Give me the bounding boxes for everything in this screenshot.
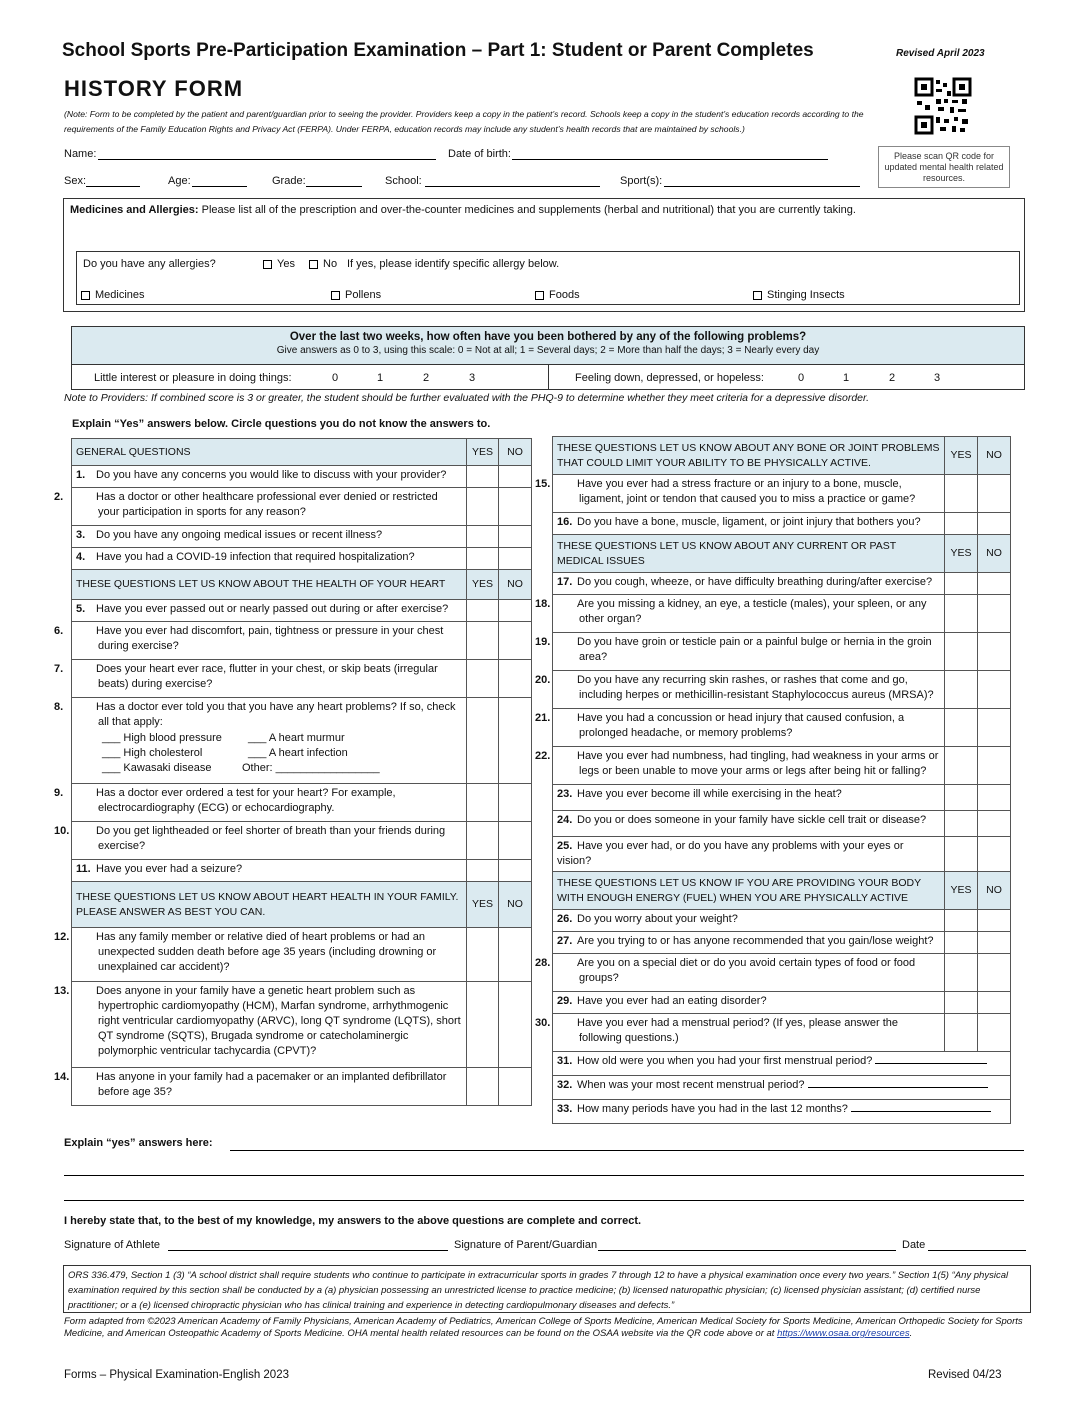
no-cell[interactable] [978, 954, 1011, 992]
table-row: 33. How many periods have you had in the last 12 months? [553, 1100, 1011, 1124]
checkbox-icon[interactable] [309, 260, 318, 269]
table-row: 6. Have you ever had discomfort, pain, tightness or pressure in your chest during exercise? [72, 622, 532, 660]
name-field[interactable] [98, 148, 436, 160]
question-27: Are you trying to or has anyone recommended that you gain/lose weight? [577, 935, 934, 947]
yes-cell[interactable] [467, 548, 499, 570]
question-7: Does your heart ever race, flutter in your chest, or skip beats (irregular beats) during exercise? [96, 663, 438, 690]
no-cell[interactable] [978, 811, 1011, 837]
phq-item-interest: Little interest or pleasure in doing things: [94, 372, 292, 384]
signature-athlete-field[interactable] [168, 1250, 448, 1251]
form-name: HISTORY FORM [64, 76, 244, 101]
table-row: 21. Have you had a concussion or head injury that caused confusion, a prolonged headache, or memory problems? [553, 709, 1011, 747]
sports-field[interactable] [664, 175, 860, 187]
explain-instructions: Explain “Yes” answers below. Circle questions you do not know the answers to. [72, 418, 491, 430]
header-family: THESE QUESTIONS LET US KNOW ABOUT HEART HEALTH IN YOUR FAMILY. PLEASE ANSWER AS BEST YOU CAN. [72, 882, 467, 928]
checkbox-icon[interactable] [81, 291, 90, 300]
yes-cell[interactable] [467, 822, 499, 860]
no-cell[interactable] [978, 513, 1011, 535]
no-cell[interactable] [978, 595, 1011, 633]
yes-cell[interactable] [467, 600, 499, 622]
statement: I hereby state that, to the best of my knowledge, my answers to the above questions are complete and correct. [64, 1215, 642, 1227]
no-cell[interactable] [978, 837, 1011, 872]
no-cell[interactable] [978, 573, 1011, 595]
question-16: Do you have a bone, muscle, ligament, or joint injury that bothers you? [577, 516, 921, 528]
allergy-no[interactable]: No [309, 258, 337, 270]
phq-header [72, 327, 1024, 365]
phq-scale: Give answers as 0 to 3, using this scale: 0 = Not at all; 1 = Several days; 2 = More than half the days; 3 = Nearly every day [276, 345, 820, 356]
phq-score-3[interactable]: 3 [469, 372, 476, 384]
question-22: Have you ever had numbness, had tingling, had weakness in your arms or legs or been unable to move your arms or legs after being hit or falling? [577, 750, 939, 777]
table-row: 7. Does your heart ever race, flutter in your chest, or skip beats (irregular beats) during exercise? [72, 660, 532, 698]
allergy-foods[interactable]: Foods [535, 289, 580, 301]
question-1: Do you have any concerns you would like to discuss with your provider? [96, 469, 447, 481]
question-10: Do you get lightheaded or feel shorter of breath than your friends during exercise? [96, 825, 446, 852]
ors-statute: ORS 336.479, Section 1 (3) “A school district shall require students who continue to participate in extracurricular sports in grades 7 through 12 to have a physical examination once every two years.” Section 1(5) “Any physical examination required by this section shall be conducted by a (a) physician possessing an unrestricted license to practice medicine; (b) licensed naturopathic physician; (c) licensed physician assistant; (d) certified nurse practitioner; or a (e) licensed chiropractic physician who has clinical training and experience in detecting cardiopulmonary diseases and defects.” [63, 1265, 1031, 1313]
question-33: How many periods have you had in the last 12 months? [577, 1103, 848, 1115]
medicines-text: Please list all of the prescription and over-the-counter medicines and supplements (herbal and nutritional) that you are currently taking. [198, 204, 856, 216]
question-13: Does anyone in your family have a genetic heart problem such as hypertrophic cardiomyopathy (HCM), Marfan syndrome, arrhythmogenic right ventricular cardiomyopathy (ARVC), long QT syndrome (LQTS), short QT syndrome (SQTS), Brugada syndrome or catecholaminergic polymorphic ventricular tachycardia (CPVT)? [96, 985, 461, 1057]
yes-cell[interactable] [945, 513, 978, 535]
school-label: School: [385, 175, 422, 187]
option-other[interactable]: Other: [242, 762, 273, 774]
no-cell[interactable] [978, 992, 1011, 1014]
table-row: 31. How old were you when you had your first menstrual period? [553, 1052, 1011, 1076]
question-18: Are you missing a kidney, an eye, a testicle (males), your spleen, or any other organ? [577, 598, 927, 625]
header-energy: THESE QUESTIONS LET US KNOW IF YOU ARE PROVIDING YOUR BODY WITH ENOUGH ENERGY (FUEL) WHEN YOU ARE PHYSICALLY ACTIVE [553, 872, 945, 910]
question-26: Do you worry about your weight? [577, 913, 738, 925]
phq-score-1[interactable]: 1 [377, 372, 384, 384]
table-row: 8. Has a doctor ever told you that you have any heart problems? If so, check all that apply: ___ High blood pressure ___ A heart murmur ___ High cholesterol ___ A heart infection ___ Kawasaki disease Other: _________________ [72, 698, 532, 784]
option-heart-infection[interactable]: A heart infection [268, 747, 348, 759]
explain-line-3[interactable] [64, 1200, 1024, 1201]
yes-cell[interactable] [945, 910, 978, 932]
table-row: 2. Has a doctor or other healthcare professional ever denied or restricted your participation in sports for any reason? [72, 488, 532, 526]
table-row: 27. Are you trying to or has anyone recommended that you gain/lose weight? [553, 932, 1011, 954]
table-row: 1. Do you have any concerns you would like to discuss with your provider? [72, 466, 532, 488]
sports-label: Sport(s): [620, 175, 663, 187]
table-row: 13. Does anyone in your family have a genetic heart problem such as hypertrophic cardiomyopathy (HCM), Marfan syndrome, arrhythmogenic right ventricular cardiomyopathy (ARVC), long QT syndrome (LQTS), short QT syndrome (SQTS), Brugada syndrome or catecholaminergic polymorphic ventricular tachycardia (CPVT)? [72, 982, 532, 1068]
answer-line[interactable] [875, 1054, 987, 1064]
allergy-medicines[interactable]: Medicines [81, 289, 145, 301]
answer-line[interactable] [808, 1078, 988, 1088]
header-heart: THESE QUESTIONS LET US KNOW ABOUT THE HEALTH OF YOUR HEART [72, 570, 467, 600]
school-field[interactable] [425, 175, 600, 187]
table-row: 3. Do you have any ongoing medical issues or recent illness? [72, 526, 532, 548]
yes-cell[interactable] [467, 660, 499, 698]
yes-cell[interactable] [467, 466, 499, 488]
footer-left: Forms – Physical Examination-English 2023 [64, 1369, 289, 1381]
question-4: Have you had a COVID-19 infection that required hospitalization? [96, 551, 415, 563]
question-9: Has a doctor ever ordered a test for your heart? For example, electrocardiography (ECG) or echocardiography. [96, 787, 396, 814]
footer-right: Revised 04/23 [928, 1369, 1002, 1381]
question-17: Do you cough, wheeze, or have difficulty breathing during/after exercise? [577, 576, 933, 588]
yes-cell[interactable] [945, 709, 978, 747]
no-cell[interactable] [499, 928, 532, 982]
no-cell[interactable] [978, 932, 1011, 954]
allergies-box [76, 251, 1020, 305]
phq-score-2[interactable]: 2 [423, 372, 430, 384]
table-row: 32. When was your most recent menstrual period? [553, 1076, 1011, 1100]
checkbox-icon[interactable] [535, 291, 544, 300]
header-bone: THESE QUESTIONS LET US KNOW ABOUT ANY BONE OR JOINT PROBLEMS THAT COULD LIMIT YOUR ABILITY TO BE PHYSICALLY ACTIVE. [553, 437, 945, 475]
no-cell[interactable] [978, 633, 1011, 671]
table-row: 29. Have you ever had an eating disorder? [553, 992, 1011, 1014]
header-medical: THESE QUESTIONS LET US KNOW ABOUT ANY CURRENT OR PAST MEDICAL ISSUES [553, 535, 945, 573]
sex-field[interactable] [86, 175, 140, 187]
age-label: Age: [168, 175, 191, 187]
yes-cell[interactable] [945, 954, 978, 992]
adapted-note: Form adapted from ©2023 American Academy of Family Physicians, American Academy of Pediatrics, American College of Sports Medicine, American Medical Society for Sports Medicine, American Orthopedic Society for Sports Medicine, and American Osteopathic Academy of Sports Medicine. OHA mental health related resources can be found on the OSAA website via the QR code above or at https://www.osaa.org/resources. [64, 1316, 1023, 1339]
yes-cell[interactable] [467, 784, 499, 822]
header-general: GENERAL QUESTIONS [72, 439, 467, 466]
question-21: Have you had a concussion or head injury that caused confusion, a prolonged headache, or memory problems? [577, 712, 905, 739]
yes-cell[interactable] [467, 526, 499, 548]
question-25: Have you ever had, or do you have any problems with your eyes or vision? [557, 840, 904, 867]
checkbox-icon[interactable] [753, 291, 762, 300]
left-questions-table: GENERAL QUESTIONS YES NO 1. Do you have any concerns you would like to discuss with your provider? 2. Has a doctor or other healthcare professional ever denied or restricted your participation in sports for any reason? 3. Do you have any ongoing medical issues or recent illness? 4. Have you had a COVID-19 infection that required hospitalization? THESE QUESTIONS LET US KNOW ABOUT THE HEALTH OF YOUR HEART YES NO 5. Have you ever passed out or nearly passed out during or after exercise? 6. Have you ever had discomfort, pain, tightness or pressure in your chest during exercise? 7. Does your heart ever race, flutter in your chest, or skip beats (irregular beats) during exercise? 8. Has a doctor ever told you that you have any heart problems? If so, check all that apply: ___ High blood pressure ___ A heart murmur ___ High cholesterol ___ A heart infection ___ Kawasaki disease Other: _________________ 9. Has a doctor ever ordered a test for your heart? For example, electrocardiography (ECG) or echocardiography. 10. Do you get lightheaded or feel shorter of breath than your friends during exercise? 11. Have you ever had a seizure? THESE QUESTIONS LET US KNOW ABOUT HEART HEALTH IN YOUR FAMILY. PLEASE ANSWER AS BEST YOU CAN. YES NO 12. Has any family member or relative died of heart problems or had an unexpected sudden death before age 35 years (including drowning or unexplained car accident)? 13. Does anyone in your family have a genetic heart problem such as hypertrophic cardiomyopathy (HCM), Marfan syndrome, arrhythmogenic right ventricular cardiomyopathy (ARVC), long QT syndrome (LQTS), short QT syndrome (SQTS), Brugada syndrome or catecholaminergic polymorphic ventricular tachycardia (CPVT)? 14. Has anyone in your family had a pacemaker or an implanted defibrillator before age 35? [71, 438, 532, 1106]
no-cell[interactable] [499, 600, 532, 622]
table-row: 10. Do you get lightheaded or feel shorter of breath than your friends during exercise? [72, 822, 532, 860]
table-row: 18. Are you missing a kidney, an eye, a testicle (males), your spleen, or any other organ? [553, 595, 1011, 633]
table-row: 26. Do you worry about your weight? [553, 910, 1011, 932]
qr-code-icon[interactable] [914, 77, 972, 135]
no-cell[interactable] [978, 1014, 1011, 1052]
table-row: 9. Has a doctor ever ordered a test for your heart? For example, electrocardiography (ECG) or echocardiography. [72, 784, 532, 822]
question-8: Has a doctor ever told you that you have any heart problems? If so, check all that apply: [96, 701, 456, 728]
allergy-insects[interactable]: Stinging Insects [753, 289, 845, 301]
resources-link[interactable]: https://www.osaa.org/resources [777, 1328, 910, 1339]
table-row: 14. Has anyone in your family had a pacemaker or an implanted defibrillator before age 35? [72, 1068, 532, 1106]
phq-score-0[interactable]: 0 [332, 372, 339, 384]
yes-cell[interactable] [945, 811, 978, 837]
yes-cell[interactable] [945, 785, 978, 811]
table-row: 25. Have you ever had, or do you have any problems with your eyes or vision? [553, 837, 1011, 872]
phq-score-1[interactable]: 1 [843, 372, 850, 384]
question-32: When was your most recent menstrual period? [577, 1079, 805, 1091]
question-29: Have you ever had an eating disorder? [577, 995, 767, 1007]
medicines-section [63, 198, 1025, 312]
sex-label: Sex: [64, 175, 87, 187]
name-label: Name: [64, 148, 97, 160]
no-cell[interactable] [978, 671, 1011, 709]
date-field[interactable] [928, 1250, 1026, 1251]
qr-caption: Please scan QR code for updated mental health related resources. [878, 146, 1010, 188]
question-6: Have you ever had discomfort, pain, tightness or pressure in your chest during exercise? [96, 625, 444, 652]
question-2: Has a doctor or other healthcare professional ever denied or restricted your participation in sports for any reason? [96, 491, 438, 518]
table-row: 24. Do you or does someone in your family have sickle cell trait or disease? [553, 811, 1011, 837]
no-cell[interactable] [978, 475, 1011, 513]
phq-provider-note: Note to Providers: If combined score is 3 or greater, the student should be further evaluated with the PHQ-9 to determine whether they meet criteria for a depressive disorder. [64, 392, 870, 404]
grade-label: Grade: [272, 175, 306, 187]
table-row: 22. Have you ever had numbness, had tingling, had weakness in your arms or legs or been unable to move your arms or legs after being hit or falling? [553, 747, 1011, 785]
medicines-prompt [70, 204, 1010, 216]
checkbox-icon[interactable] [263, 260, 272, 269]
table-row: 5. Have you ever passed out or nearly passed out during or after exercise? [72, 600, 532, 622]
allergy-question: Do you have any allergies? [83, 258, 216, 270]
table-row: 28. Are you on a special diet or do you avoid certain types of food or food groups? [553, 954, 1011, 992]
table-row: 4. Have you had a COVID-19 infection that required hospitalization? [72, 548, 532, 570]
no-cell[interactable] [499, 784, 532, 822]
checkbox-icon[interactable] [331, 291, 340, 300]
allergy-if-yes: If yes, please identify specific allergy below. [347, 258, 560, 270]
table-row: 30. Have you ever had a menstrual period? (If yes, please answer the following questions.) [553, 1014, 1011, 1052]
question-12: Has any family member or relative died of heart problems or had an unexpected sudden death before age 35 years (including drowning or unexplained car accident)? [96, 931, 437, 973]
phq-item-depressed: Feeling down, depressed, or hopeless: [575, 372, 764, 384]
yes-cell[interactable] [467, 982, 499, 1068]
question-19: Do you have groin or testicle pain or a painful bulge or hernia in the groin area? [577, 636, 932, 663]
yes-cell[interactable] [945, 992, 978, 1014]
phq-score-2[interactable]: 2 [889, 372, 896, 384]
yes-cell[interactable] [945, 633, 978, 671]
question-14: Has anyone in your family had a pacemaker or an implanted defibrillator before age 35? [96, 1071, 447, 1098]
yes-cell[interactable] [467, 488, 499, 526]
yes-cell[interactable] [945, 671, 978, 709]
yes-cell[interactable] [945, 475, 978, 513]
signature-athlete-label: Signature of Athlete [64, 1239, 161, 1251]
question-5: Have you ever passed out or nearly passed out during or after exercise? [96, 603, 449, 615]
phq-section [71, 326, 1025, 390]
explain-line-1[interactable] [230, 1150, 1024, 1151]
question-31: How old were you when you had your first menstrual period? [577, 1055, 873, 1067]
dob-field[interactable] [512, 148, 828, 160]
no-cell[interactable] [499, 660, 532, 698]
question-24: Do you or does someone in your family have sickle cell trait or disease? [577, 814, 927, 826]
no-cell[interactable] [499, 982, 532, 1068]
yes-cell[interactable] [945, 573, 978, 595]
form-note: (Note: Form to be completed by the patient and parent/guardian prior to seeing the provider. Providers keep a copy in the patient’s record. Schools keep a copy in the student’s education records according to the requirements of the Family Education Rights and Privacy Act (FERPA). Under FERPA, education records may include any student’s health records that are maintained by schools.) [64, 109, 864, 134]
phq-heading: Over the last two weeks, how often have you been bothered by any of the following problems? [289, 331, 807, 343]
no-cell[interactable] [499, 698, 532, 784]
table-row: 19. Do you have groin or testicle pain or a painful bulge or hernia in the groin area? [553, 633, 1011, 671]
yes-cell[interactable] [945, 837, 978, 872]
question-30: Have you ever had a menstrual period? (If yes, please answer the following questions.) [577, 1017, 899, 1044]
yes-cell[interactable] [467, 928, 499, 982]
question-28: Are you on a special diet or do you avoid certain types of food or food groups? [577, 957, 916, 984]
no-cell[interactable] [978, 747, 1011, 785]
page-title: School Sports Pre-Participation Examination – Part 1: Student or Parent Completes [62, 40, 814, 61]
no-cell[interactable] [499, 526, 532, 548]
signature-parent-field[interactable] [598, 1250, 896, 1251]
dob-label: Date of birth: [448, 148, 511, 160]
no-cell[interactable] [978, 785, 1011, 811]
explain-line-2[interactable] [64, 1175, 1024, 1176]
explain-here-label: Explain “yes” answers here: [64, 1137, 213, 1149]
yes-cell[interactable] [945, 595, 978, 633]
yes-cell[interactable] [467, 622, 499, 660]
grade-field[interactable] [306, 175, 362, 187]
no-cell[interactable] [499, 488, 532, 526]
option-kawasaki[interactable]: Kawasaki disease [123, 762, 212, 774]
table-row: 23. Have you ever become ill while exercising in the heat? [553, 785, 1011, 811]
allergy-yes[interactable]: Yes [263, 258, 295, 270]
question-3: Do you have any ongoing medical issues or recent illness? [96, 529, 383, 541]
answer-line[interactable] [851, 1102, 991, 1112]
option-cholesterol[interactable]: High cholesterol [123, 747, 203, 759]
signature-parent-label: Signature of Parent/Guardian [454, 1239, 598, 1251]
table-row: 12. Has any family member or relative died of heart problems or had an unexpected sudden death before age 35 years (including drowning or unexplained car accident)? [72, 928, 532, 982]
no-cell[interactable] [499, 466, 532, 488]
revised-date: Revised April 2023 [896, 48, 985, 59]
question-15: Have you ever had a stress fracture or an injury to a bone, muscle, ligament, joint or tendon that caused you to miss a practice or game? [577, 478, 916, 505]
question-11: Have you ever had a seizure? [96, 863, 243, 875]
question-20: Do you have any recurring skin rashes, or rashes that come and go, including herpes or methicillin-resistant Staphylococcus aureus (MRSA)? [577, 674, 934, 701]
allergy-pollens[interactable]: Pollens [331, 289, 381, 301]
option-murmur[interactable]: A heart murmur [268, 732, 345, 744]
table-row: 20. Do you have any recurring skin rashes, or rashes that come and go, including herpes or methicillin-resistant Staphylococcus aureus (MRSA)? [553, 671, 1011, 709]
no-cell[interactable] [978, 910, 1011, 932]
yes-cell[interactable] [467, 1068, 499, 1106]
phq-score-3[interactable]: 3 [934, 372, 941, 384]
age-field[interactable] [192, 175, 247, 187]
no-cell[interactable] [499, 860, 532, 882]
yes-cell[interactable] [945, 747, 978, 785]
no-cell[interactable] [499, 622, 532, 660]
yes-cell[interactable] [467, 698, 499, 784]
table-row: 17. Do you cough, wheeze, or have difficulty breathing during/after exercise? [553, 573, 1011, 595]
date-label: Date [902, 1239, 926, 1251]
no-cell[interactable] [499, 548, 532, 570]
medicines-label: Medicines and Allergies: [70, 204, 199, 216]
table-row: 15. Have you ever had a stress fracture or an injury to a bone, muscle, ligament, joint or tendon that caused you to miss a practice or game? [553, 475, 1011, 513]
no-cell[interactable] [978, 709, 1011, 747]
option-high-bp[interactable]: High blood pressure [123, 732, 222, 744]
no-cell[interactable] [499, 822, 532, 860]
right-questions-table: THESE QUESTIONS LET US KNOW ABOUT ANY BONE OR JOINT PROBLEMS THAT COULD LIMIT YOUR ABILITY TO BE PHYSICALLY ACTIVE. YES NO 15. Have you ever had a stress fracture or an injury to a bone, muscle, ligament, joint or tendon that caused you to miss a practice or game? 16. Do you have a bone, muscle, ligament, or joint injury that bothers you? THESE QUESTIONS LET US KNOW ABOUT ANY CURRENT OR PAST MEDICAL ISSUES YES NO 17. Do you cough, wheeze, or have difficulty breathing during/after exercise? 18. Are you missing a kidney, an eye, a testicle (males), your spleen, or any other organ? 19. Do you have groin or testicle pain or a painful bulge or hernia in the groin area? 20. Do you have any recurring skin rashes, or rashes that come and go, including herpes or methicillin-resistant Staphylococcus aureus (MRSA)? 21. Have you had a concussion or head injury that caused confusion, a prolonged headache, or memory problems? 22. Have you ever had numbness, had tingling, had weakness in your arms or legs or been unable to move your arms or legs after being hit or falling? 23. Have you ever become ill while exercising in the heat? 24. Do you or does someone in your family have sickle cell trait or disease? 25. Have you ever had, or do you have any problems with your eyes or vision? THESE QUESTIONS LET US KNOW IF YOU ARE PROVIDING YOUR BODY WITH ENOUGH ENERGY (FUEL) WHEN YOU ARE PHYSICALLY ACTIVE YES NO 26. Do you worry about your weight? 27. Are you trying to or has anyone recommended that you gain/lose weight? 28. Are you on a special diet or do you avoid certain types of food or food groups? 29. Have you ever had an eating disorder? 30. Have you ever had a menstrual period? (If yes, please answer the following questions.) 31. How old were you when you had your first menstrual period? 32. When was your most recent menstrual period? 33. How many periods have you had in the last 12 months? [552, 436, 1011, 1124]
no-cell[interactable] [499, 1068, 532, 1106]
phq-score-0[interactable]: 0 [798, 372, 805, 384]
table-row: 16. Do you have a bone, muscle, ligament, or joint injury that bothers you? [553, 513, 1011, 535]
yes-cell[interactable] [945, 932, 978, 954]
question-23: Have you ever become ill while exercising in the heat? [577, 788, 842, 800]
yes-cell[interactable] [945, 1014, 978, 1052]
table-row: 11. Have you ever had a seizure? [72, 860, 532, 882]
yes-cell[interactable] [467, 860, 499, 882]
